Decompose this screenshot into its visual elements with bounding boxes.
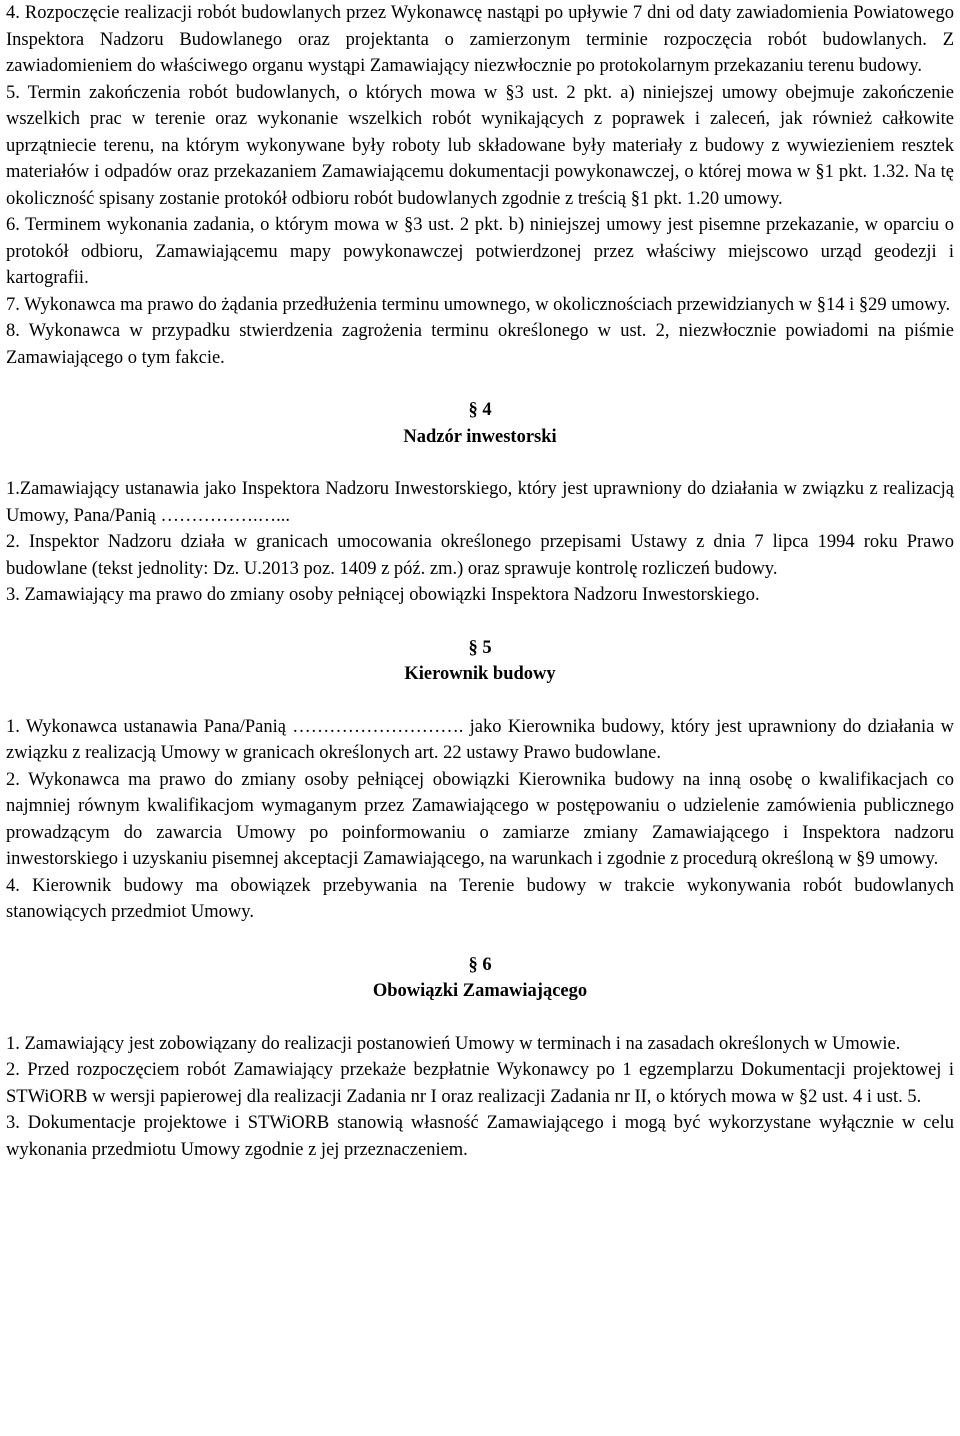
section-6 (6, 952, 954, 1164)
section-5 (6, 635, 954, 926)
section-title: Kierownik budowy (404, 664, 556, 684)
section-paragraph: 4. Kierownik budowy ma obowiązek przebywania na Terenie budowy w trakcie wykonywania robót budowlanych stanowiących przedmiot Umowy. (6, 875, 954, 922)
section-paragraph: 2. Przed rozpoczęciem robót Zamawiający przekaże bezpłatnie Wykonawcy po 1 egzemplarzu Dokumentacji projektowej i STWiORB w wersji papierowej dla realizacji Zadania nr I oraz realizacji Zadania nr II, o których mowa w §2 ust. 4 i ust. 5. (6, 1060, 954, 1107)
section-title: Obowiązki Zamawiającego (372, 981, 588, 1001)
paragraph-6: 6. Terminem wykonania zadania, o którym mowa w §3 ust. 2 pkt. b) niniejszej umowy jest pisemne przekazanie, w oparciu o protokół odbioru, Zamawiającemu mapy powykonawczej potwierdzonej przez właściwy miejscowo urząd geodezji i kartografii. (6, 215, 954, 288)
section-number: § 6 (468, 954, 492, 975)
section-paragraph: 1. Wykonawca ustanawia Pana/Panią ………………………. jako Kierownika budowy, który jest uprawniony do działania w związku z realizacją Umowy w granicach określonych art. 22 ustawy Prawo budowlane. (6, 716, 954, 763)
section-number: § 5 (468, 637, 492, 658)
section-title: Nadzór inwestorski (403, 426, 557, 447)
document-page (6, 0, 954, 1163)
section-4 (6, 397, 954, 609)
section-number: § 4 (468, 400, 492, 420)
section-paragraph: 3. Zamawiający ma prawo do zmiany osoby pełniącej obowiązki Inspektora Nadzoru Inwestorskiego. (6, 585, 760, 605)
paragraph-5: 5. Termin zakończenia robót budowlanych, o których mowa w §3 ust. 2 pkt. a) niniejszej umowy obejmuje zakończenie wszelkich prac w terenie oraz wykonanie wszelkich robót wynikających z poprawek i zaleceń, jak również całkowite uprzątniecie terenu, na którym wykonywane były roboty lub składowane były materiały z budowy z wywiezieniem resztek materiałów i odpadów oraz przekazaniem Zamawiającemu dokumentacji powykonawczej, o której mowa w §1 pkt. 1.32. Na tę okoliczność spisany zostanie protokół odbioru robót budowlanych zgodnie z treścią §1 pkt. 1.20 umowy. (6, 82, 954, 209)
section-paragraph: 2. Inspektor Nadzoru działa w granicach umocowania określonego przepisami Ustawy z dnia 7 lipca 1994 roku Prawo budowlane (tekst jednolity: Dz. U.2013 poz. 1409 z póź. zm.) oraz sprawuje kontrolę rozliczeń budowy. (6, 532, 954, 579)
section-paragraph: 3. Dokumentacje projektowe i STWiORB stanowią własność Zamawiającego i mogą być wykorzystane wyłącznie w celu wykonania przedmiotu Umowy zgodnie z jej przeznaczeniem. (6, 1113, 954, 1160)
paragraph-8: 8. Wykonawca w przypadku stwierdzenia zagrożenia terminu określonego w ust. 2, niezwłocznie powiadomi na piśmie Zamawiającego o tym fakcie. (6, 321, 954, 368)
section-paragraph: 1. Zamawiający jest zobowiązany do realizacji postanowień Umowy w terminach i na zasadach określonych w Umowie. (6, 1033, 901, 1054)
paragraph-7: 7. Wykonawca ma prawo do żądania przedłużenia terminu umownego, w okolicznościach przewidzianych w §14 i §29 umowy. (6, 294, 951, 315)
section-paragraph: 2. Wykonawca ma prawo do zmiany osoby pełniącej obowiązki Kierownika budowy na inną osobę o kwalifikacjach co najmniej równym kwalifikacjom wymaganym przez Zamawiającego w postępowaniu o udzielenie zamówienia publicznego prowadzącym do zawarcia Umowy po poinformowaniu o zamiarze zmiany Zamawiającego i Inspektora nadzoru inwestorskiego i uzyskaniu pisemnej akceptacji Zamawiającego, na warunkach i zgodnie z procedurą określoną w §9 umowy. (6, 769, 954, 869)
paragraph-4: 4. Rozpoczęcie realizacji robót budowlanych przez Wykonawcę nastąpi po upływie 7 dni od daty zawiadomienia Powiatowego Inspektora Nadzoru Budowlanego oraz projektanta o zamierzonym terminie rozpoczęcia robót budowlanych. Z zawiadomieniem do właściwego organu wystąpi Zamawiający niezwłocznie po protokolarnym przekazaniu terenu budowy. (6, 3, 954, 76)
section-paragraph: 1.Zamawiający ustanawia jako Inspektora Nadzoru Inwestorskiego, który jest uprawniony do działania w związku z realizacją Umowy, Pana/Panią …………….…... (6, 479, 954, 526)
